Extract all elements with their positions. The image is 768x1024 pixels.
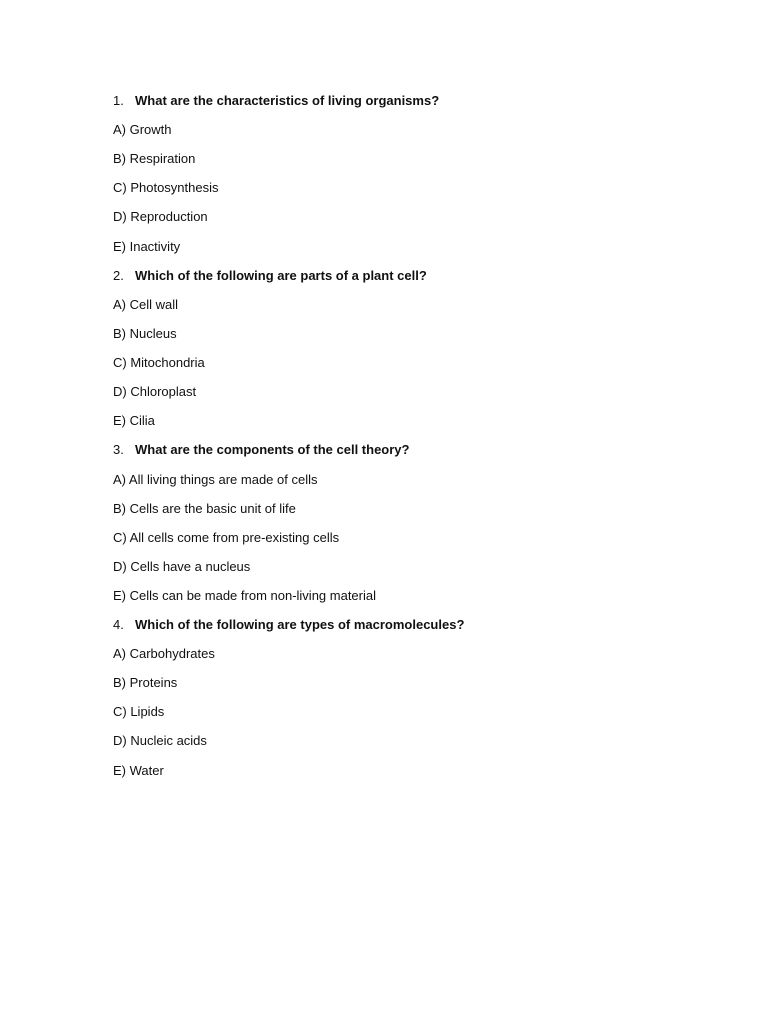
answer-option: A) Growth <box>113 122 172 138</box>
question-block <box>113 614 713 789</box>
question-heading <box>113 265 713 294</box>
answer-option: A) All living things are made of cells <box>113 471 318 487</box>
answer-option: E) Cilia <box>113 413 155 429</box>
question-block <box>113 265 713 440</box>
answer-option: D) Reproduction <box>113 209 208 225</box>
answer-option: B) Nucleus <box>113 325 177 341</box>
question-heading <box>113 614 713 643</box>
answer-option: E) Water <box>113 762 164 778</box>
question-text: Which of the following are parts of a plant cell? <box>135 267 427 283</box>
answer-option: A) Cell wall <box>113 296 179 312</box>
answer-option: A) Carbohydrates <box>113 646 215 662</box>
question-number: 3. <box>113 442 124 458</box>
answer-option: C) Photosynthesis <box>113 180 219 196</box>
question-number: 1. <box>113 93 124 108</box>
question-text: What are the components of the cell theory? <box>135 442 410 458</box>
answer-option: C) All cells come from pre-existing cells <box>113 529 340 545</box>
answer-option: D) Chloroplast <box>113 384 197 400</box>
question-number: 4. <box>113 616 124 632</box>
question-text: Which of the following are types of macromolecules? <box>135 616 465 632</box>
question-text: What are the characteristics of living organisms? <box>135 93 440 108</box>
answer-option: E) Inactivity <box>113 238 181 254</box>
answer-option: B) Proteins <box>113 675 178 691</box>
answer-option: D) Nucleic acids <box>113 733 207 749</box>
document-page <box>113 90 713 789</box>
answer-option: C) Lipids <box>113 704 165 720</box>
question-block <box>113 90 713 265</box>
answer-option: B) Cells are the basic unit of life <box>113 500 296 516</box>
question-heading <box>113 90 713 119</box>
answer-option: D) Cells have a nucleus <box>113 558 251 574</box>
answer-option: B) Respiration <box>113 151 196 167</box>
question-block <box>113 439 713 614</box>
answer-option: E) Cells can be made from non-living material <box>113 587 376 603</box>
question-number: 2. <box>113 267 124 283</box>
question-heading <box>113 439 713 468</box>
answer-option: C) Mitochondria <box>113 355 205 371</box>
